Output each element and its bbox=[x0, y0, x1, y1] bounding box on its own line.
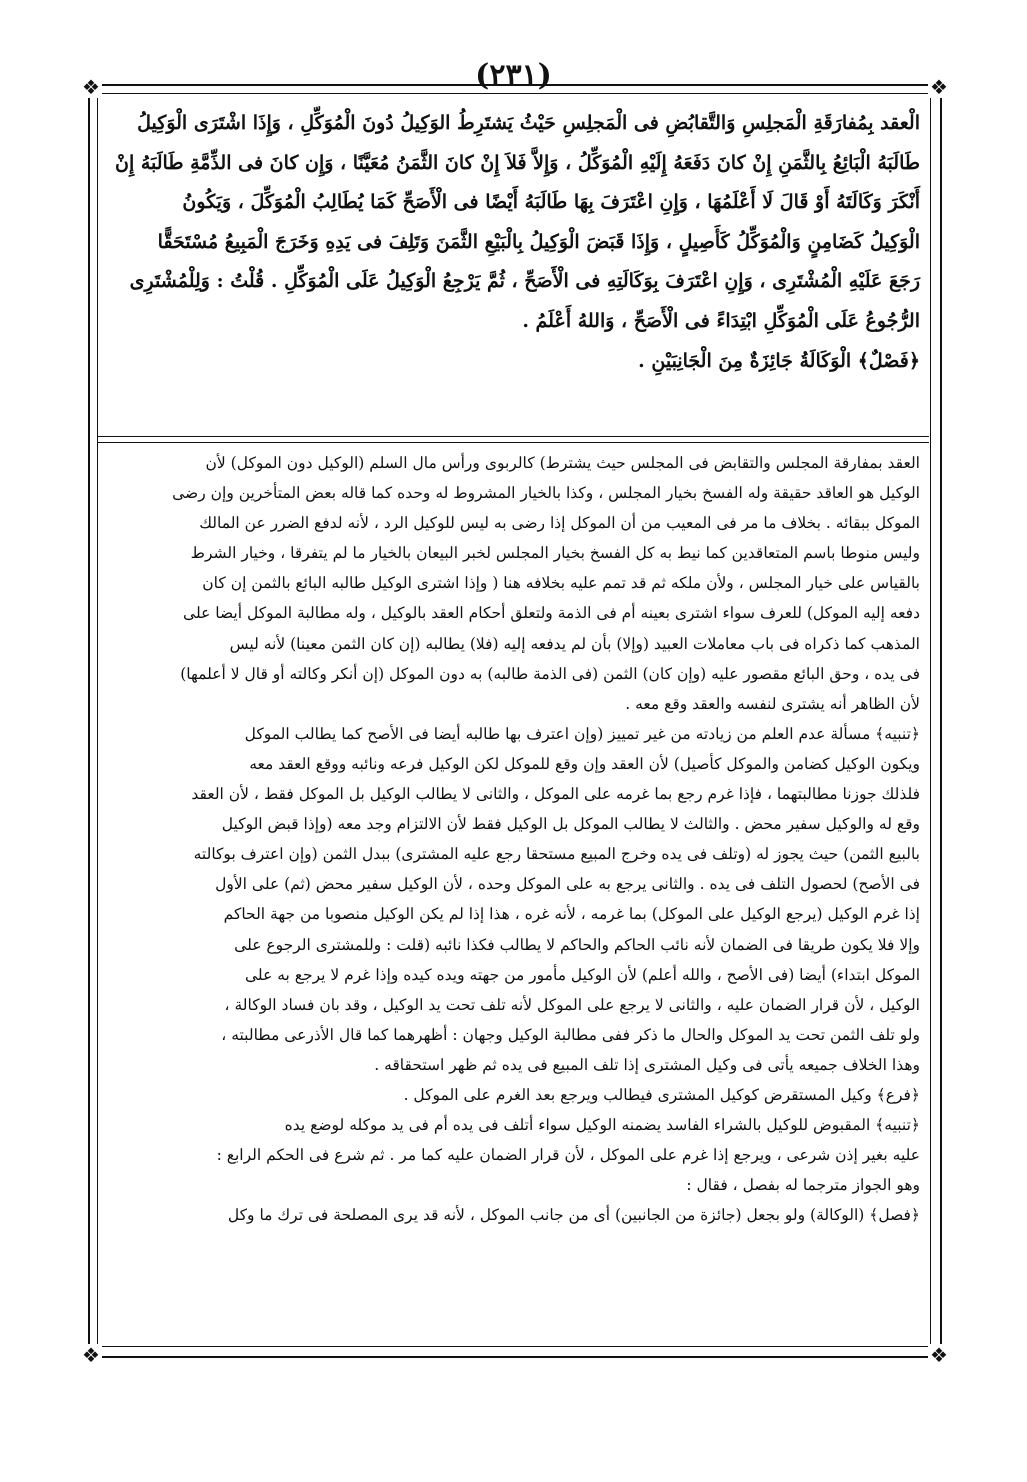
matn-line: طَالَبَهُ الْبَائِعُ بِالثَّمَنِ إِنْ كانَ دَفَعَهُ إِلَيْهِ الْمُوَكِّلُ ، وَإِلاَّ فَلاَ إِنْ كانَ الثَّمَنُ مُعَيَّنًا ، وَإِن كانَ فى الذِّمَّةِ طَالَبَهُ إِنْ bbox=[115, 151, 920, 174]
matn-line: الْوَكِيلُ كَضَامِنٍ وَالْمُوَكِّلُ كَأَصِيلٍ ، وَإِذَا قَبَضَ الْوَكِيلُ بِالْبَيْعِ الثَّمَنَ وَتَلِفَ فى يَدِهِ وَخَرَجَ الْمَبِيعُ مُسْتَحَقًّا bbox=[157, 230, 920, 253]
sharh-line: فلذلك جوزنا مطالبتهما ، فإذا غرم رجع بما غرمه على الموكل ، والثانى لا يطالب الوكيل بل الموكل فقط ، لأن العقد bbox=[191, 785, 920, 804]
sharh-line: وهو الجواز مترجما له بفصل ، فقال : bbox=[686, 1176, 920, 1195]
sharh-line: بالقياس على خيار المجلس ، ولأن ملكه ثم قد تمم عليه بخلافه هنا ( وإذا اشترى الوكيل طالبه البائع بالثمن إن كان bbox=[202, 574, 920, 593]
sharh-line: الموكل ابتداء) أيضا (فى الأصح ، والله أعلم) لأن الوكيل مأمور من جهته ويده كيده وإذا غرم لا يرجع به على bbox=[245, 965, 920, 984]
sharh-line: فى يده ، وحق البائع مقصور عليه (وإن كان) الثمن (فى الذمة طالبه) به دون الموكل (إن أنكر وكالته أو قال لا أعلمها) bbox=[180, 664, 920, 683]
sharh-line: ﴿فصل﴾ (الوكالة) ولو بجعل (جائزة من الجانبين) أى من جانب الموكل ، لأنه قد يرى المصلحة فى ترك ما وكل bbox=[227, 1206, 920, 1225]
matn-text bbox=[112, 104, 920, 381]
section-divider bbox=[97, 442, 929, 443]
sharh-line: وقع له والوكيل سفير محض . والثالث لا يطالب الموكل بل الوكيل فقط لأن الالتزام وجد معه (وإذا قبض الوكيل bbox=[221, 815, 920, 834]
corner-ornament-icon: ❖ bbox=[80, 1344, 102, 1366]
sharh-line: دفعه إليه الموكل) للعرف سواء اشترى بعينه أم فى الذمة ولتعلق أحكام العقد بالوكيل ، وله مطالبة الموكل أيضا على bbox=[183, 604, 920, 623]
matn-line: أَنْكَرَ وَكَالَتَهُ أَوْ قَالَ لَا أَعْلَمُهَا ، وَإِنِ اعْتَرَفَ بِهَا طَالَبَهُ أَيْضًا فى الْأَصَحِّ كَمَا يُطَالِبُ الْمُوَكِّلَ ، وَيَكُونُ bbox=[182, 191, 920, 214]
corner-ornament-icon: ❖ bbox=[928, 1344, 950, 1366]
section-divider bbox=[97, 436, 929, 437]
sharh-line: الوكيل هو العاقد حقيقة وله الفسخ بخيار المجلس ، وكذا بالخيار المشروط له وحده كما قاله بعض المتأخرين وإن رضى bbox=[172, 484, 920, 503]
corner-ornament-icon: ❖ bbox=[928, 76, 950, 98]
sharh-line: فى الأصح) لحصول التلف فى يده . والثانى يرجع به على الموكل وحده ، لأن الوكيل سفير محض (ثم) على الأول bbox=[215, 875, 920, 894]
corner-ornament-icon: ❖ bbox=[80, 76, 102, 98]
sharh-line: ﴿فرع﴾ وكيل المستقرض كوكيل المشترى فيطالب ويرجع بعد الغرم على الموكل . bbox=[403, 1085, 920, 1104]
sharh-line: بالبيع الثمن) حيث يجوز له (وتلف فى يده وخرج المبيع مستحقا رجع عليه المشترى) ببدل الثمن (وإن اعترف بوكالته bbox=[193, 845, 920, 864]
sharh-line: وليس منوطا باسم المتعاقدين كما نيط به كل الفسخ بخيار المجلس لخبر البيعان بالخيار ما لم يتفرقا ، وخيار الشرط bbox=[190, 544, 920, 563]
sharh-line: وإلا فلا يكون طريقا فى الضمان لأنه نائب الحاكم والحاكم لا يطالب فكذا نائبه (قلت : وللمشترى الرجوع على bbox=[234, 935, 920, 954]
sharh-line: ولو تلف الثمن تحت يد الموكل والحال ما ذكر ففى مطالبة الوكيل وجهان : أظهرهما كما قال الأذرعى مطالبته ، bbox=[221, 1025, 920, 1044]
sharh-line: لأن الظاهر أنه يشترى لنفسه والعقد وقع معه . bbox=[625, 694, 920, 713]
sharh-line: وهذا الخلاف جميعه يأتى فى وكيل المشترى إذا تلف المبيع فى يده ثم ظهر استحقاقه . bbox=[374, 1055, 920, 1074]
sharh-text bbox=[112, 448, 920, 1230]
sharh-line: الوكيل ، لأن قرار الضمان عليه ، والثانى لا يرجع على الموكل لأنه تلف تحت يد الوكيل ، وقد بان فساد الوكالة ، bbox=[224, 995, 920, 1014]
sharh-line: العقد بمفارقة المجلس والتقابض فى المجلس حيث يشترط) كالربوى ورأس مال السلم (الوكيل دون الموكل) لأن bbox=[205, 454, 920, 472]
page-number: (٢٣١) bbox=[475, 58, 552, 93]
sharh-line: عليه بغير إذن شرعى ، ويرجع إذا غرم على الموكل ، لأن قرار الضمان عليه كما مر . ثم شرع فى الحكم الرابع : bbox=[216, 1146, 920, 1165]
sharh-line: ﴿تنبيه﴾ مسألة عدم العلم من زيادته من غير تمييز (وإن اعترف بها طالبه أيضا فى الأصح كما يطالب الموكل bbox=[244, 724, 920, 743]
sharh-line: إذا غرم الوكيل (يرجع الوكيل على الموكل) بما غرمه ، لأنه غره ، هذا إذا لم يكن الوكيل منصوبا من جهة الحاكم bbox=[223, 905, 920, 924]
sharh-line: المذهب كما ذكراه فى باب معاملات العبيد (وإلا) بأن لم يدفعه إليه (فلا) يطالبه (إن كان الثمن معينا) لأنه ليس bbox=[229, 634, 920, 653]
sharh-line: ﴿تنبيه﴾ المقبوض للوكيل بالشراء الفاسد يضمنه الوكيل سواء أتلف فى يده أم فى يد موكله لوضع يده bbox=[284, 1116, 920, 1135]
matn-line: رَجَعَ عَلَيْهِ الْمُشْتَرِى ، وَإِنِ اعْتَرَفَ بِوَكَالَتِهِ فى الْأَصَحِّ ، ثُمَّ يَرْجِعُ الْوَكِيلُ عَلَى الْمُوَكِّلِ . قُلْتُ : وَلِلْمُشْتَرِى bbox=[129, 270, 920, 293]
matn-line: الْعقد بِمُفارَقَةِ الْمَجلِسِ وَالتَّقابُضِ فى الْمَجلِسِ حَيْثُ يَشتَرِطُ الوَكِيلُ دُونَ الْمُوَكِّلِ ، وَإِذَا اشْتَرَى الْوَكِيلُ bbox=[137, 112, 920, 134]
sharh-line: الموكل ببقائه . بخلاف ما مر فى المعيب من أن الموكل إذا رضى به ليس للوكيل الرد ، لأنه لدفع الضرر عن المالك bbox=[199, 514, 920, 533]
matn-line: ﴿فَصْلٌ﴾ الْوَكَالَةُ جَائِزَةٌ مِنَ الْجَانِبَيْنِ . bbox=[638, 349, 920, 372]
matn-line: الرُّجُوعُ عَلَى الْمُوَكِّلِ ابْتِدَاءً فى الْأَصَحِّ ، وَاللهُ أَعْلَمُ . bbox=[522, 309, 920, 332]
sharh-line: ويكون الوكيل كضامن والموكل كأصيل) لأن العقد وإن وقع للموكل لكن الوكيل فرعه ونائبه ووقع العقد معه bbox=[249, 754, 920, 773]
